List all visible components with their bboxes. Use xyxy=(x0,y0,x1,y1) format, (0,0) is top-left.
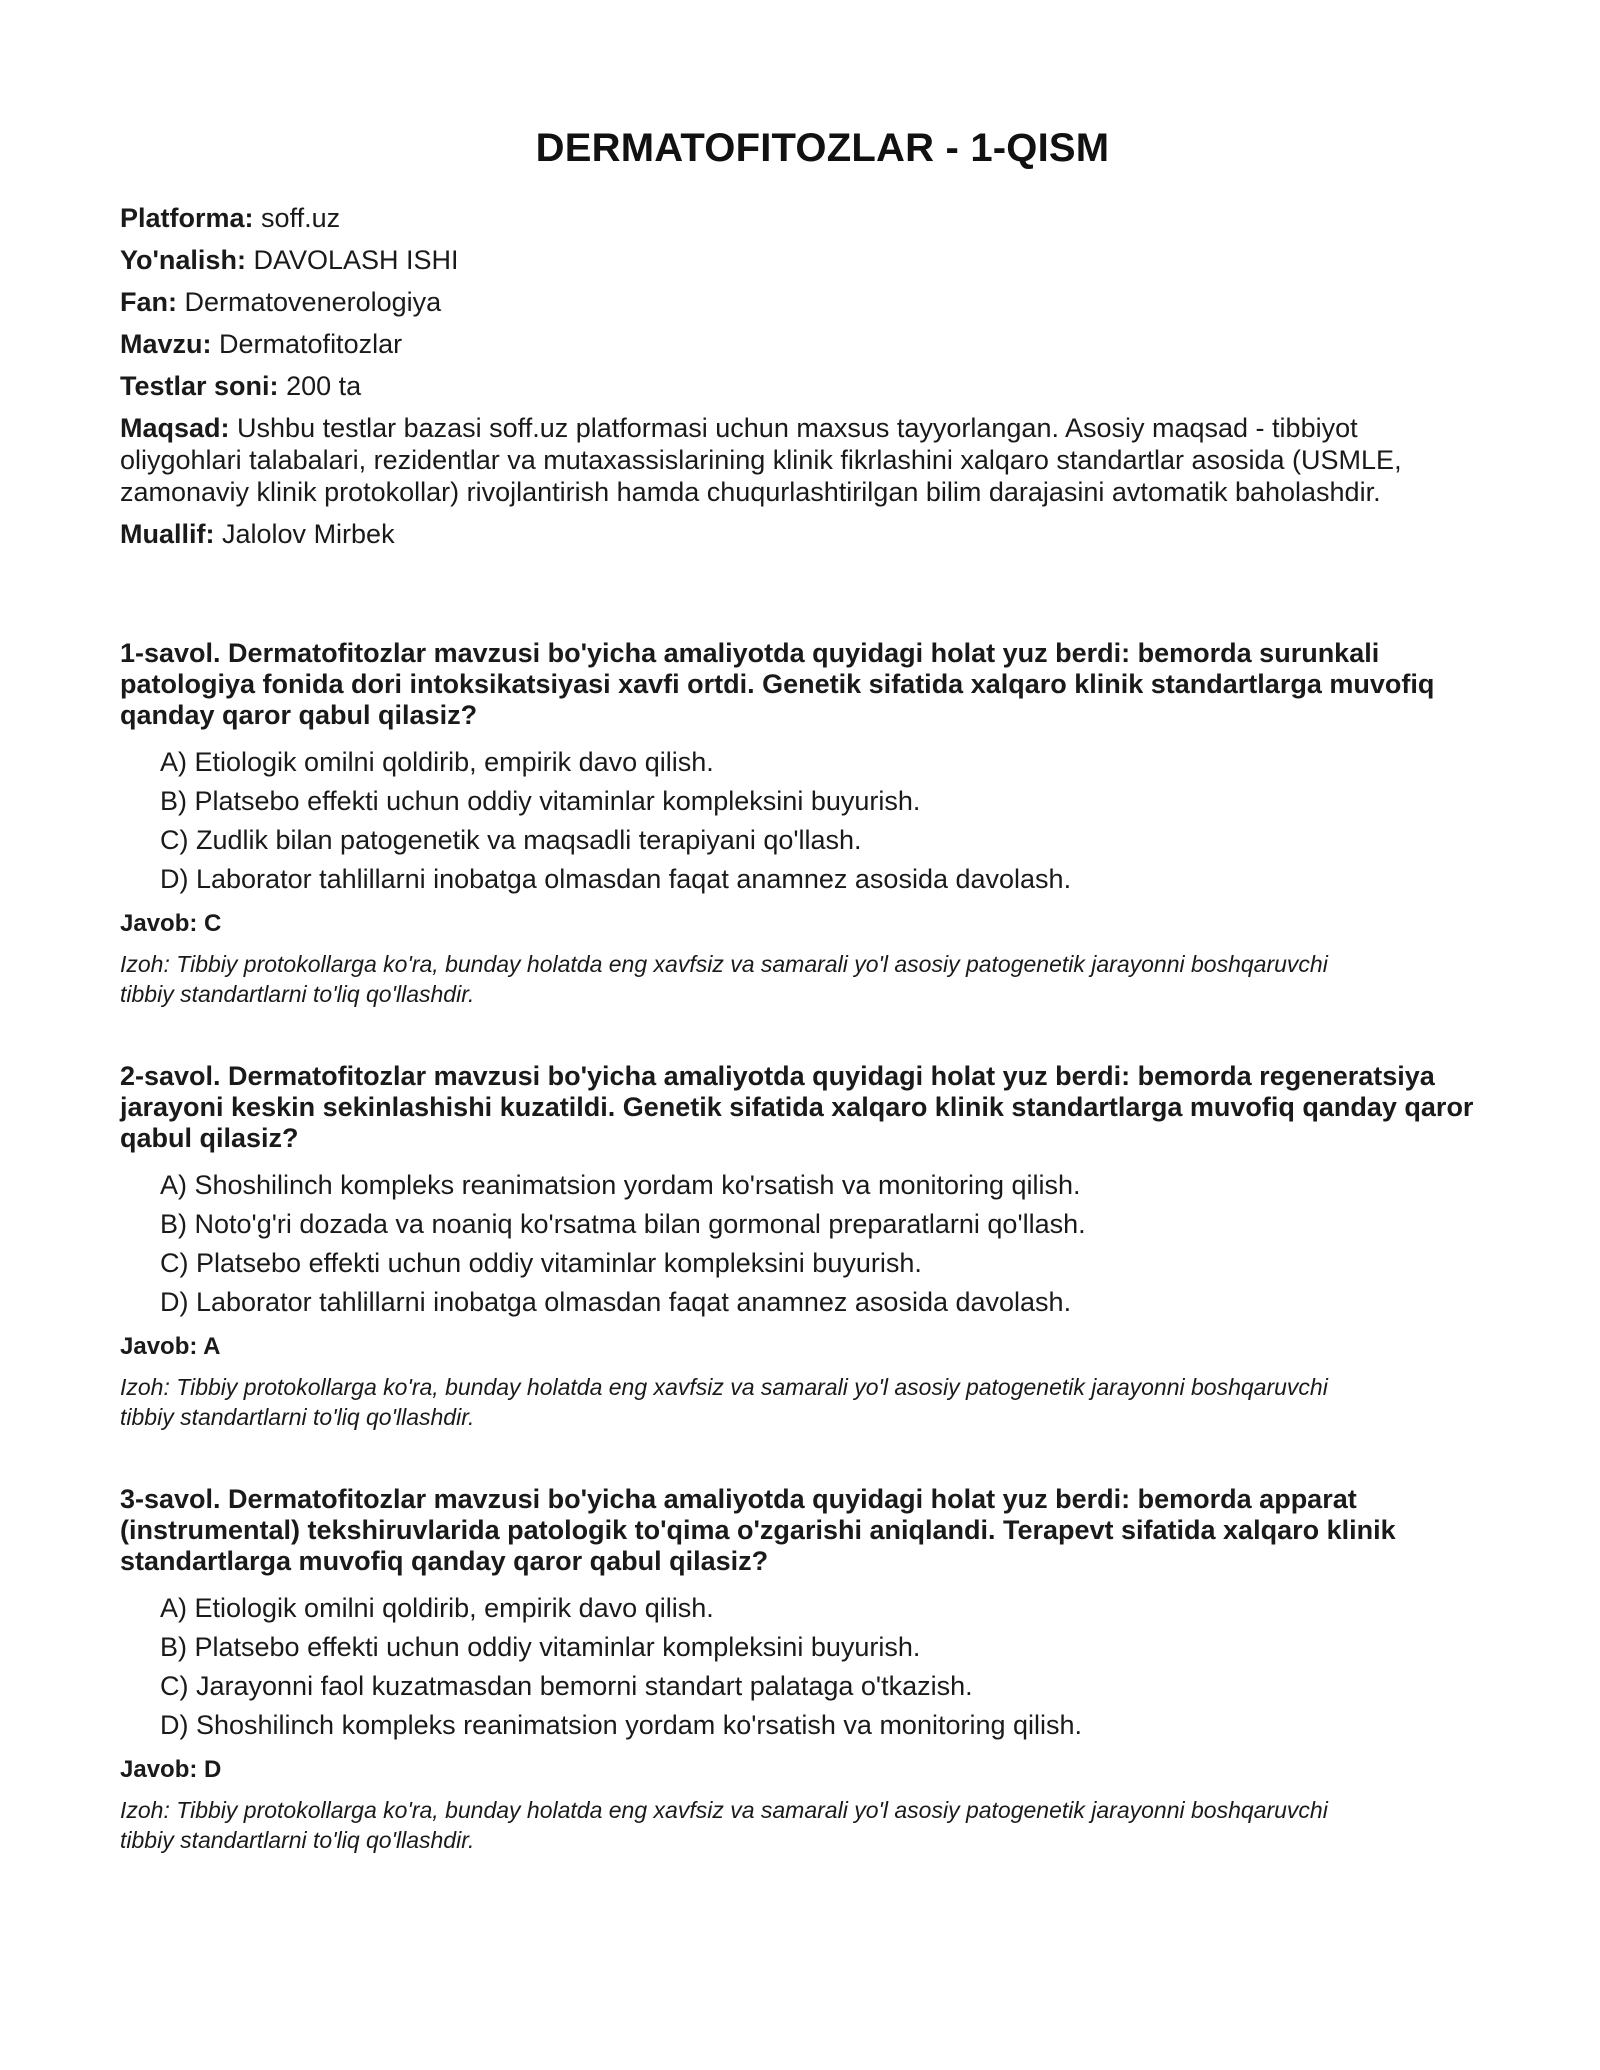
question-2 xyxy=(120,1061,1485,1432)
correct-answer: Javob: C xyxy=(120,910,222,937)
meta-platform xyxy=(120,202,1485,234)
meta-label: Mavzu: xyxy=(120,329,212,359)
meta-subject xyxy=(120,286,1485,318)
question-3 xyxy=(120,1484,1485,1855)
meta-value: soff.uz xyxy=(261,203,341,233)
document-title: DERMATOFITOZLAR - 1-QISM xyxy=(535,126,1110,170)
question-text: 1-savol. Dermatofitozlar mavzusi bo'yicha amaliyotda quyidagi holat yuz berdi: bemorda surunkali patologiya fonida dori intoksikatsiyasi xavfi ortdi. Genetik sifatida xalqaro klinik standartlarga muvofiq qanday qaror qabul qilasiz? xyxy=(120,638,1435,730)
option-a: A) Etiologik omilni qoldirib, empirik davo qilish. xyxy=(160,1593,714,1623)
correct-answer: Javob: A xyxy=(120,1333,221,1360)
meta-value: Ushbu testlar bazasi soff.uz platformasi uchun maxsus tayyorlangan. Asosiy maqsad - tibbiyot oliygohlari talabalari, rezidentlar va mutaxassislarining klinik fikrlashini xalqaro standartlar asosida (USMLE, zamonaviy klinik protokollar) rivojlantirish hamda chuqurlashtirilgan bilim darajasini avtomatik baholashdir. xyxy=(120,413,1402,507)
answer-options xyxy=(160,1589,1485,1745)
option-c: C) Platsebo effekti uchun oddiy vitaminlar kompleksini buyurish. xyxy=(160,1248,922,1278)
document-page xyxy=(120,0,1485,1907)
meta-author xyxy=(120,518,1485,550)
option-a: A) Etiologik omilni qoldirib, empirik davo qilish. xyxy=(160,747,714,777)
question-1 xyxy=(120,638,1485,1009)
option-d: D) Shoshilinch kompleks reanimatsion yordam ko'rsatish va monitoring qilish. xyxy=(160,1710,1083,1740)
option-b: B) Platsebo effekti uchun oddiy vitaminlar kompleksini buyurish. xyxy=(160,786,921,816)
meta-value: Dermatovenerologiya xyxy=(184,287,442,317)
option-b: B) Noto'g'ri dozada va noaniq ko'rsatma bilan gormonal preparatlarni qo'llash. xyxy=(160,1209,1086,1239)
meta-label: Testlar soni: xyxy=(120,371,279,401)
document-meta xyxy=(120,202,1485,550)
meta-label: Platforma: xyxy=(120,203,254,233)
explanation-note: Izoh: Tibbiy protokollarga ko'ra, bunday holatda eng xavfsiz va samarali yo'l asosiy patogenetik jarayonni boshqaruvchi tibbiy standartlarni to'liq qo'llashdir. xyxy=(120,1374,1328,1430)
meta-label: Muallif: xyxy=(120,519,215,549)
meta-topic xyxy=(120,328,1485,360)
explanation-note: Izoh: Tibbiy protokollarga ko'ra, bunday holatda eng xavfsiz va samarali yo'l asosiy patogenetik jarayonni boshqaruvchi tibbiy standartlarni to'liq qo'llashdir. xyxy=(120,1797,1328,1853)
question-text: 2-savol. Dermatofitozlar mavzusi bo'yicha amaliyotda quyidagi holat yuz berdi: bemorda regeneratsiya jarayoni keskin sekinlashishi kuzatildi. Genetik sifatida xalqaro klinik standartlarga muvofiq qanday qaror qabul qilasiz? xyxy=(120,1061,1474,1153)
meta-direction xyxy=(120,244,1485,276)
question-text: 3-savol. Dermatofitozlar mavzusi bo'yicha amaliyotda quyidagi holat yuz berdi: bemorda apparat (instrumental) tekshiruvlarida patologik to'qima o'zgarishi aniqlandi. Terapevt sifatida xalqaro klinik standartlarga muvofiq qanday qaror qabul qilasiz? xyxy=(120,1484,1396,1576)
option-c: C) Jarayonni faol kuzatmasdan bemorni standart palataga o'tkazish. xyxy=(160,1671,973,1701)
meta-value: DAVOLASH ISHI xyxy=(253,245,459,275)
correct-answer: Javob: D xyxy=(120,1756,222,1783)
option-a: A) Shoshilinch kompleks reanimatsion yordam ko'rsatish va monitoring qilish. xyxy=(160,1170,1081,1200)
explanation-note: Izoh: Tibbiy protokollarga ko'ra, bunday holatda eng xavfsiz va samarali yo'l asosiy patogenetik jarayonni boshqaruvchi tibbiy standartlarni to'liq qo'llashdir. xyxy=(120,951,1328,1007)
option-b: B) Platsebo effekti uchun oddiy vitaminlar kompleksini buyurish. xyxy=(160,1632,921,1662)
option-d: D) Laborator tahlillarni inobatga olmasdan faqat anamnez asosida davolash. xyxy=(160,864,1072,894)
meta-value: Jalolov Mirbek xyxy=(222,519,395,549)
question-list xyxy=(120,638,1485,1855)
option-c: C) Zudlik bilan patogenetik va maqsadli terapiyani qo'llash. xyxy=(160,825,862,855)
meta-purpose xyxy=(120,412,1485,508)
answer-options xyxy=(160,743,1485,899)
answer-options xyxy=(160,1166,1485,1322)
option-d: D) Laborator tahlillarni inobatga olmasdan faqat anamnez asosida davolash. xyxy=(160,1287,1072,1317)
meta-label: Maqsad: xyxy=(120,413,230,443)
meta-value: 200 ta xyxy=(286,371,362,401)
meta-value: Dermatofitozlar xyxy=(219,329,403,359)
meta-label: Fan: xyxy=(120,287,177,317)
meta-label: Yo'nalish: xyxy=(120,245,246,275)
meta-test-count xyxy=(120,370,1485,402)
